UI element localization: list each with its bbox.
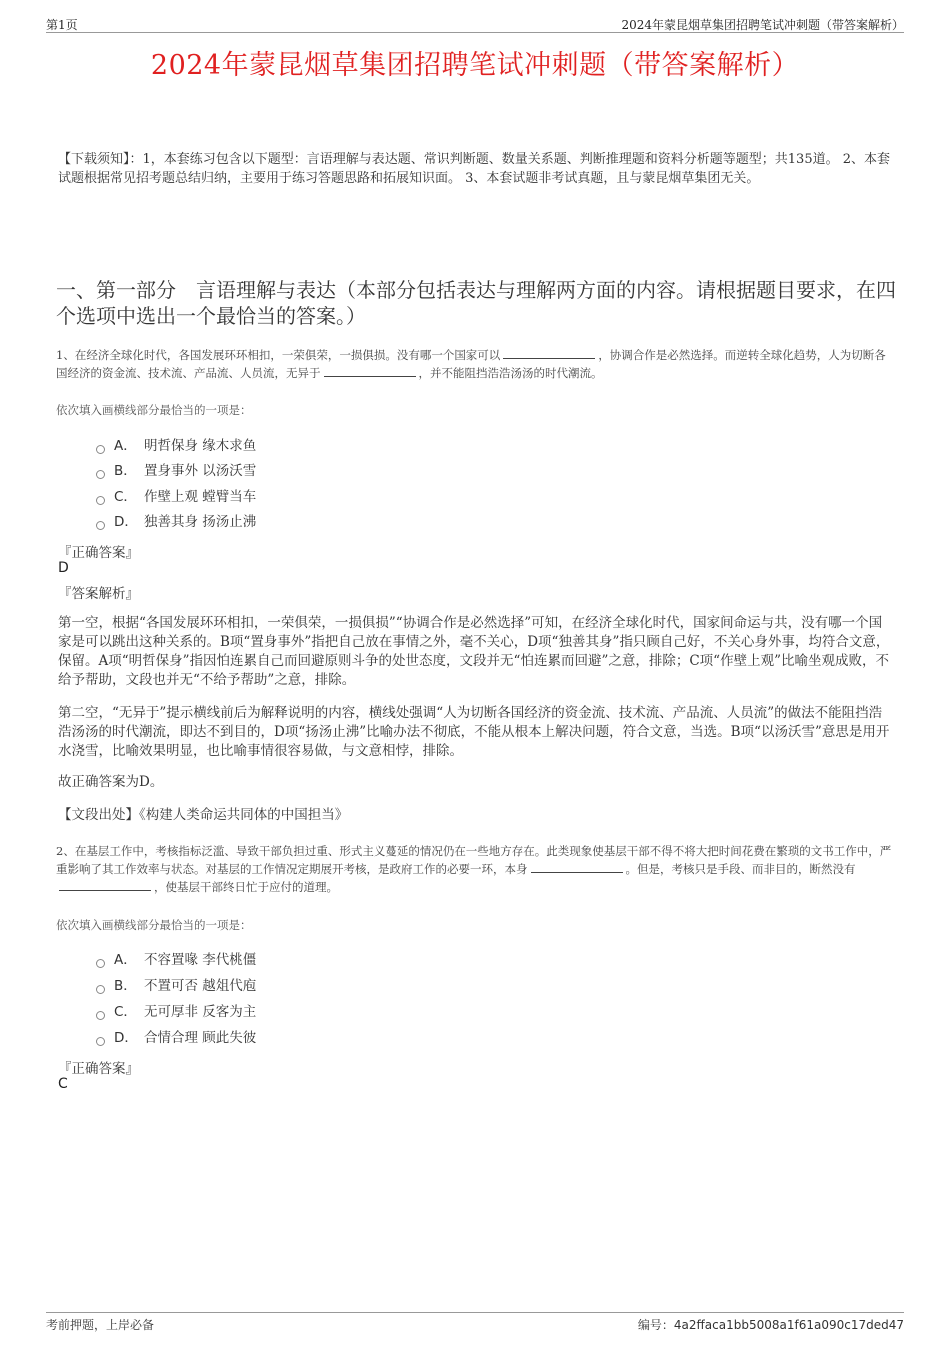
- blank-line: [324, 364, 416, 377]
- footer-code-value: 4a2ffaca1bb5008a1f61a090c17ded47: [673, 1318, 904, 1332]
- question-1-answer-label: 『正确答案』: [58, 545, 139, 561]
- question-2-option-a[interactable]: A． 不容置喙 李代桃僵: [96, 950, 256, 970]
- question-2-text: [56, 842, 896, 896]
- download-notice: 【下载须知】：1，本套练习包含以下题型：言语理解与表达题、常识判断题、数量关系题、判断推理题和资料分析题等题型；共135道。 2、本套试题根据常见招考题总结归纳，主要用于练习答题思路和拓展知识面。 3、本套试题非考试真题，且与蒙昆烟草集团无关。: [58, 152, 890, 186]
- blank-line: [503, 346, 595, 359]
- page-footer: [46, 1312, 904, 1333]
- question-1-prompt: 依次填入画横线部分最恰当的一项是：: [56, 403, 252, 417]
- radio-icon[interactable]: [96, 1037, 105, 1046]
- question-1-part-b: ，协调合作是必然选择。而逆转全球化趋势，人为切断各国经济的资金流、技术流、产品流、人员流，无异于: [56, 348, 886, 380]
- radio-icon[interactable]: [96, 470, 105, 479]
- question-1-analysis-1: 第一空，根据“各国发展环环相扣，一荣俱荣，一损俱损”“协调合作是必然选择”可知，在经济全球化时代，国家间命运与共，没有哪一个国家是可以跳出这种关系的。B项“置身事外”指把自己放在事情之外，毫不关心，D项“独善其身”指只顾自己好，不关心身外事，均符合文意，保留。A项“明哲保身”指因怕连累自己而回避原则斗争的处世态度，文段并无“怕连累而回避”之意，排除；C项“作壁上观”比喻坐观成败，不给予帮助，文段也并无“不给予帮助”之意，排除。: [58, 615, 890, 688]
- question-1-analysis-label: 『答案解析』: [58, 586, 139, 602]
- radio-icon[interactable]: [96, 521, 105, 530]
- question-1-conclusion: 故正确答案为D。: [58, 774, 164, 790]
- question-2-answer: C: [58, 1076, 68, 1092]
- footer-code: 编号：4a2ffaca1bb5008a1f61a090c17ded47: [637, 1318, 904, 1332]
- page-header: [46, 14, 904, 33]
- question-1-option-c[interactable]: C． 作壁上观 螳臂当车: [96, 487, 256, 507]
- radio-icon[interactable]: [96, 445, 105, 454]
- header-doc-name: 2024年蒙昆烟草集团招聘笔试冲刺题（带答案解析）: [621, 18, 904, 32]
- question-2-option-c[interactable]: C． 无可厚非 反客为主: [96, 1002, 256, 1022]
- question-2-option-b[interactable]: B． 不置可否 越俎代庖: [96, 976, 256, 996]
- blank-line: [59, 878, 151, 891]
- radio-icon[interactable]: [96, 496, 105, 505]
- question-1-part-a: 1、在经济全球化时代，各国发展环环相扣，一荣俱荣，一损俱损。没有哪一个国家可以: [56, 348, 501, 362]
- section-title: 一、第一部分 言语理解与表达（本部分包括表达与理解两方面的内容。请根据题目要求，在四个选项中选出一个最恰当的答案。）: [56, 278, 896, 328]
- question-1-text: [56, 346, 896, 382]
- question-2-part-a: 2、在基层工作中，考核指标泛滥、导致干部负担过重、形式主义蔓延的情况仍在一些地方存在。此类现象使基层干部不得不将大把时间花费在繁琐的文书工作中，严重影响了其工作效率与状态。对基层的工作情况定期展开考核，是政府工作的必要一环，本身: [56, 844, 892, 876]
- question-1-answer: D: [58, 560, 69, 576]
- blank-line: [531, 860, 623, 873]
- question-1-source: 【文段出处】《构建人类命运共同体的中国担当》: [58, 807, 349, 823]
- question-1-option-d[interactable]: D． 独善其身 扬汤止沸: [96, 512, 256, 532]
- question-2-prompt: 依次填入画横线部分最恰当的一项是：: [56, 918, 252, 932]
- question-2-part-c: ，使基层干部终日忙于应付的道理。: [154, 880, 338, 894]
- question-1-option-a[interactable]: A． 明哲保身 缘木求鱼: [96, 436, 256, 456]
- question-1-analysis-2: 第二空，“无异于”提示横线前后为解释说明的内容，横线处强调“人为切断各国经济的资金流、技术流、产品流、人员流”的做法不能阻挡浩浩汤汤的时代潮流，即达不到目的，D项“扬汤止沸”比喻办法不彻底，不能从根本上解决问题，符合文意，当选。B项“以汤沃雪”意思是用开水浇雪，比喻效果明显，也比喻事情很容易做，与文意相悖，排除。: [58, 705, 890, 759]
- question-2-option-d[interactable]: D． 合情合理 顾此失彼: [96, 1028, 256, 1048]
- footer-slogan: 考前押题，上岸必备: [46, 1318, 155, 1332]
- radio-icon[interactable]: [96, 985, 105, 994]
- question-2-answer-label: 『正确答案』: [58, 1061, 139, 1077]
- question-1-part-c: ，并不能阻挡浩浩汤汤的时代潮流。: [418, 366, 603, 380]
- radio-icon[interactable]: [96, 959, 105, 968]
- radio-icon[interactable]: [96, 1011, 105, 1020]
- page-number: 第1页: [46, 18, 78, 32]
- question-1-option-b[interactable]: B． 置身事外 以汤沃雪: [96, 461, 256, 481]
- document-title: 2024年蒙昆烟草集团招聘笔试冲刺题（带答案解析）: [150, 50, 800, 81]
- question-2-part-b: 。但是，考核只是手段、而非目的，断然没有: [625, 862, 856, 876]
